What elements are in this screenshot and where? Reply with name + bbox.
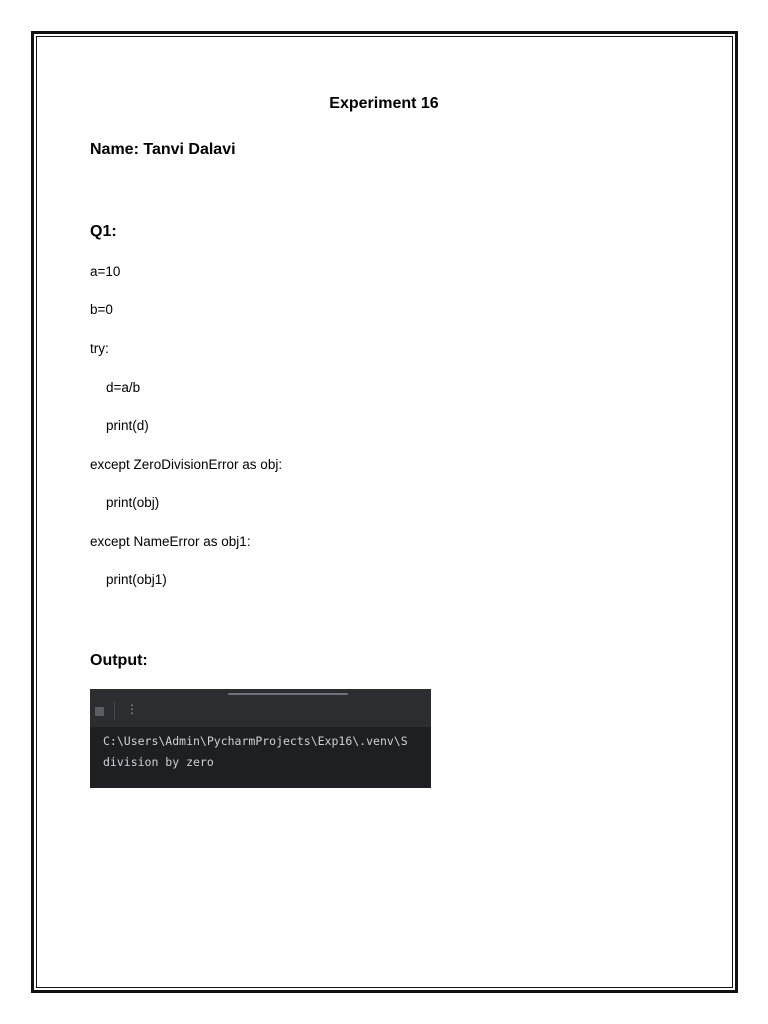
page-border-inner bbox=[36, 36, 733, 988]
toolbar-divider bbox=[114, 702, 115, 720]
more-options-icon: ⋮ bbox=[126, 702, 138, 716]
output-heading: Output: bbox=[90, 652, 148, 669]
code-line: a=10 bbox=[90, 264, 121, 279]
student-name: Name: Tanvi Dalavi bbox=[90, 141, 236, 158]
terminal-line-output: division by zero bbox=[103, 755, 214, 769]
code-line: except NameError as obj1: bbox=[90, 534, 251, 549]
code-line: try: bbox=[90, 341, 109, 356]
code-line: print(obj1) bbox=[106, 572, 167, 587]
question-heading: Q1: bbox=[90, 223, 117, 240]
terminal-line-path: C:\Users\Admin\PycharmProjects\Exp16\.venv\S bbox=[103, 734, 408, 748]
code-line: print(obj) bbox=[106, 495, 160, 510]
code-line: except ZeroDivisionError as obj: bbox=[90, 457, 283, 472]
code-line: b=0 bbox=[90, 302, 113, 317]
drag-handle bbox=[228, 693, 348, 695]
terminal-toolbar bbox=[90, 689, 431, 727]
terminal-screenshot bbox=[90, 689, 431, 788]
document-title: Experiment 16 bbox=[329, 95, 439, 112]
code-line: print(d) bbox=[106, 418, 149, 433]
stop-icon bbox=[95, 707, 104, 716]
code-line: d=a/b bbox=[106, 380, 141, 395]
